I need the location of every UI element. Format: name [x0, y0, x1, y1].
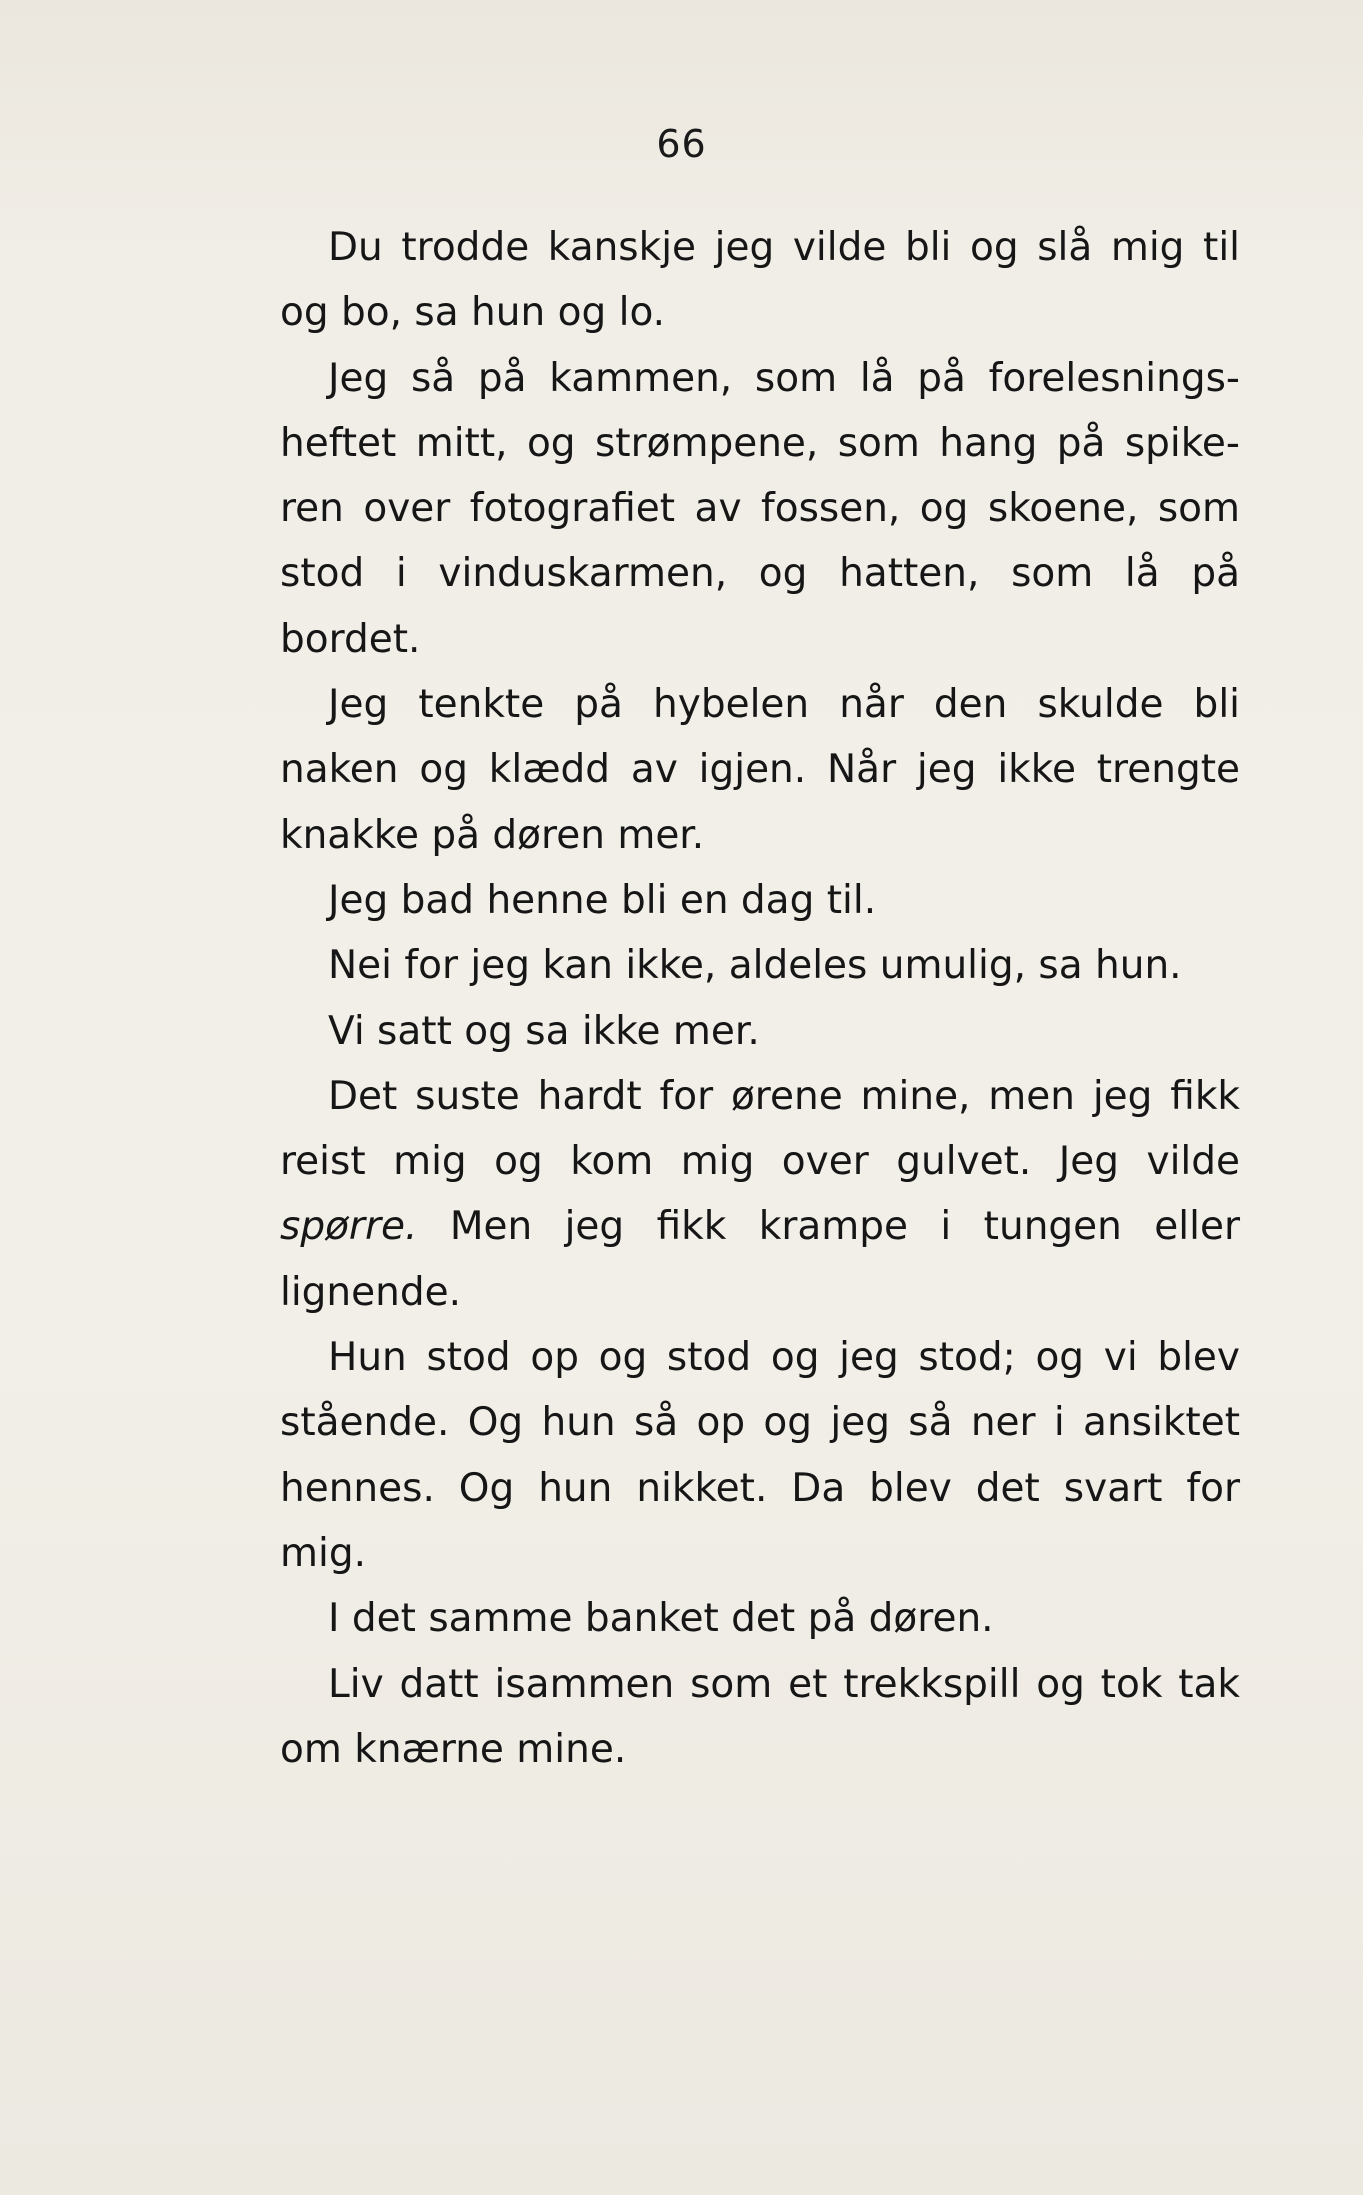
paragraph: Jeg tenkte på hybelen når den skulde bli naken og klædd av igjen. Når jeg ikke trengte knakke på døren mer.	[280, 682, 1240, 858]
paragraph: Vi satt og sa ikke mer.	[328, 1008, 760, 1054]
page-number: 66	[656, 122, 707, 166]
paragraph: Hun stod op og stod og jeg stod; og vi blev stående. Og hun så op og jeg så ner i ansiktet hennes. Og hun nikket. Da blev det svart for mig.	[280, 1335, 1240, 1576]
paragraph: Nei for jeg kan ikke, aldeles umulig, sa hun.	[328, 943, 1182, 989]
paragraph: Jeg så på kammen, som lå på forelesningsheftet mitt, og strømpene, som hang på spikeren over fotografiet av fossen, og skoene, som stod i vinduskarmen, og hatten, som lå på bordet.	[280, 355, 1240, 662]
paragraph: Du trodde kanskje jeg vilde bli og slå mig til og bo, sa hun og lo.	[280, 225, 1240, 336]
paragraph: I det samme banket det på døren.	[328, 1596, 994, 1642]
paragraph: Jeg bad henne bli en dag til.	[328, 877, 877, 923]
paragraph: Liv datt isammen som et trekkspill og tok tak om knærne mine.	[280, 1661, 1240, 1772]
paragraph	[280, 1064, 1240, 1325]
emphasized-word: spørre.	[280, 1204, 418, 1250]
paragraph-text: Det suste hardt for ørene mine, men jeg fikk reist mig og kom mig over gulvet. Jeg vilde	[280, 1073, 1240, 1185]
body-text	[280, 215, 1240, 1782]
paragraph-text: Men jeg fikk krampe i tungen eller lignende.	[280, 1204, 1240, 1315]
